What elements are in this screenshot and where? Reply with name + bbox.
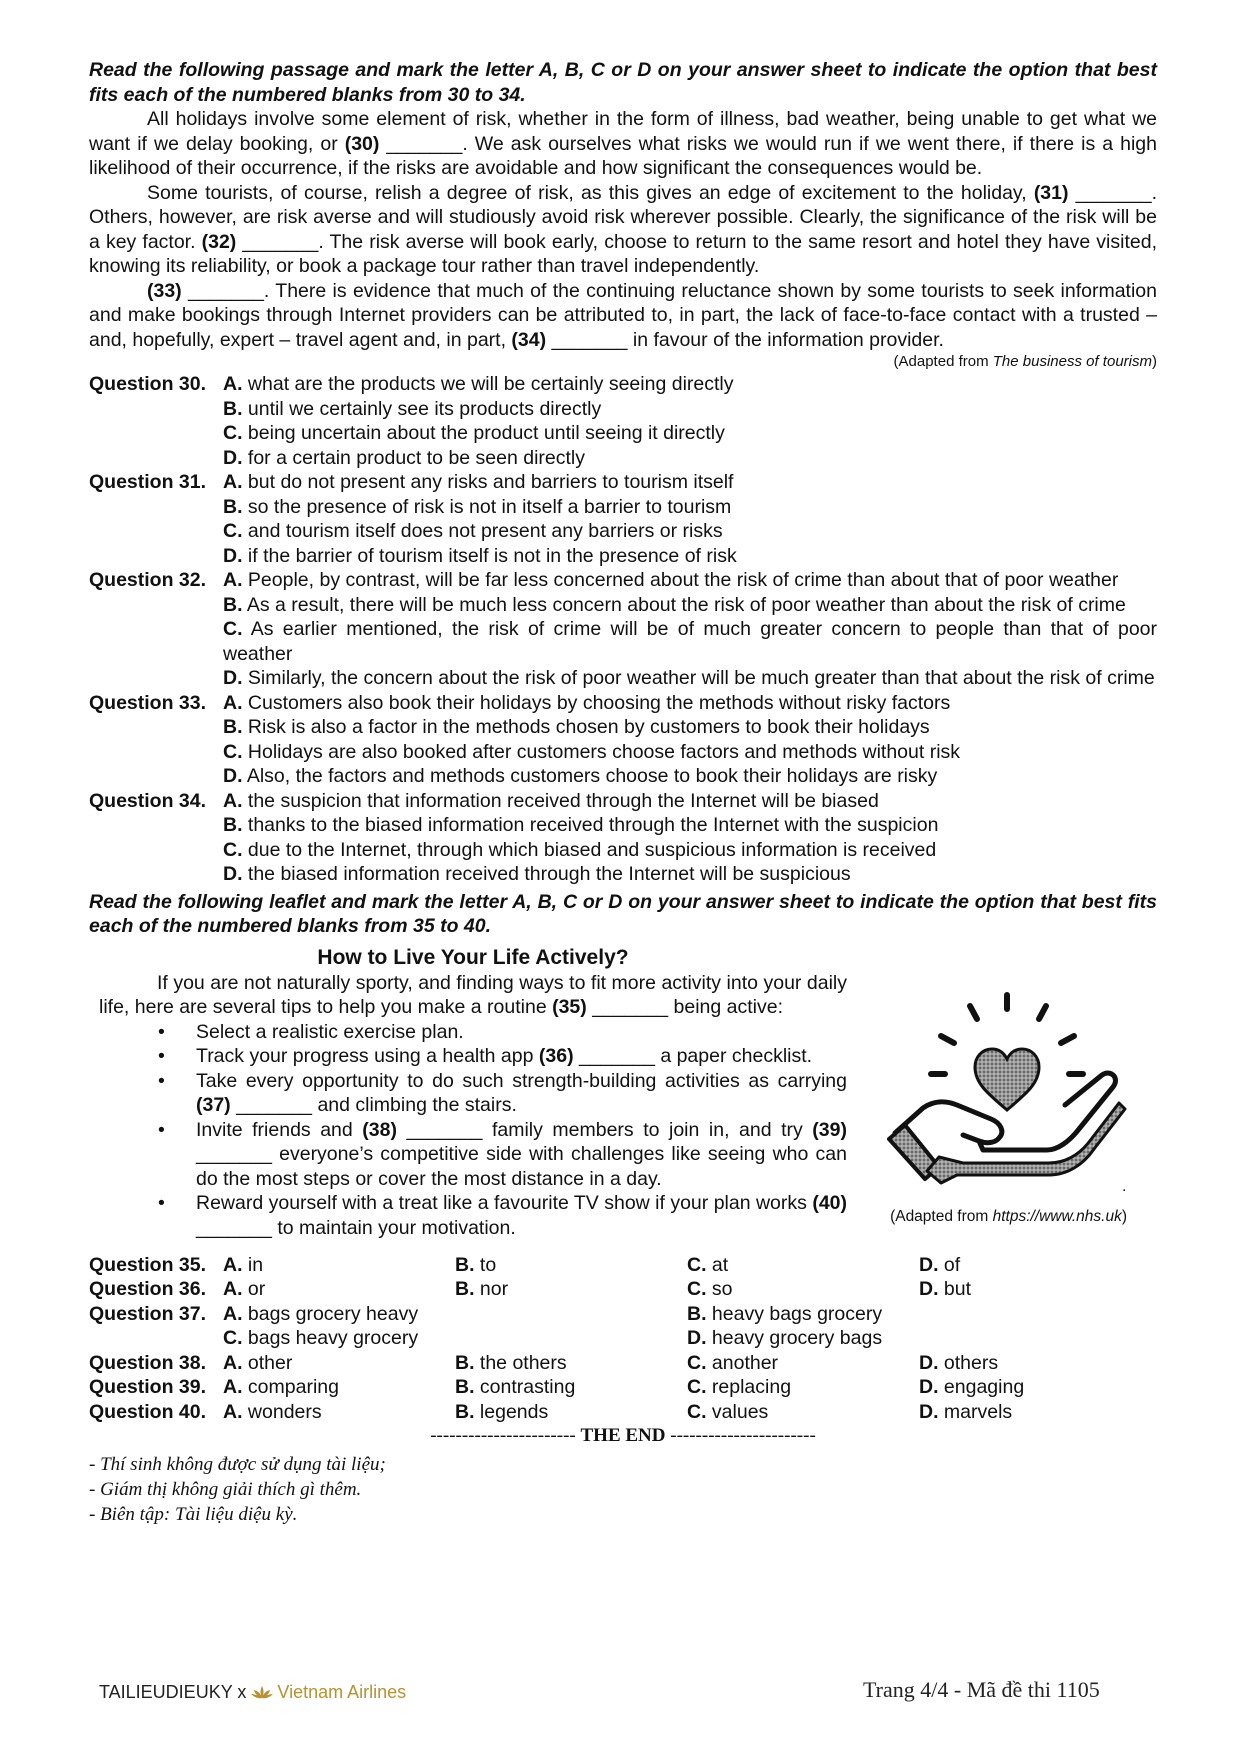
blank-number-38: (38) [362,1118,397,1141]
option-text: contrasting [474,1376,576,1398]
text-run: Take every opportunity to do such strength-building activities as carrying [196,1069,847,1092]
option-letter: C. [687,1351,707,1374]
option-letter: B. [455,1376,475,1398]
option-letter: D. [919,1400,939,1423]
question-label: Question 37. [89,1302,207,1325]
dashes-left: ----------------------- [430,1425,581,1446]
source-suffix: ) [1121,1207,1127,1225]
option-letter: C. [687,1253,707,1276]
text-run: _______ in favour of the information provider. [546,328,944,351]
option-text: As earlier mentioned, the risk of crime will be of much greater concern to people than that of poor weather [223,618,1157,665]
leaflet-source [879,1207,1127,1227]
option-letter: A. [223,1253,243,1276]
option-letter: A. [223,691,243,714]
leaflet-intro [99,971,847,1020]
option-letter: B. [455,1351,475,1374]
option-d[interactable] [919,1400,1157,1425]
option-text: the biased information received through the Internet will be suspicious [242,863,851,885]
option-letter: D. [223,544,243,567]
option-text: wonders [242,1400,322,1423]
option-letter: A. [223,1302,243,1325]
option-letter: A. [223,471,243,493]
option-text: People, by contrast, will be far less concerned about the risk of crime than about that of poor weather [242,569,1119,591]
option-text: bags heavy grocery [242,1327,419,1349]
question-label: Question 36. [89,1278,207,1300]
question-35 [89,1253,1157,1278]
lotus-logo-icon [251,1685,273,1699]
question-32 [89,568,1157,691]
question-label: Question 30. [89,373,207,395]
question-options [223,1253,1157,1278]
option-c[interactable] [223,617,1157,666]
question-options [223,691,1157,789]
option-letter: B. [223,495,243,518]
source-title: The business of tourism [992,353,1152,370]
the-end-divider [89,1424,1157,1448]
option-letter: D. [919,1278,939,1300]
page-content [89,58,1157,1527]
tip-item [99,1044,847,1069]
option-letter: B. [223,397,243,420]
option-letter: A. [223,1278,243,1300]
option-a[interactable] [223,470,1157,495]
option-c[interactable] [223,421,1157,446]
text-run: _______ and climbing the stairs. [230,1094,517,1116]
question-33 [89,691,1157,789]
option-b[interactable] [223,813,1157,838]
option-c[interactable] [223,1326,687,1351]
tip-item [99,1069,847,1118]
blank-number-34: (34) [511,328,547,351]
option-d[interactable] [919,1253,1157,1278]
option-letter: A. [223,789,243,812]
option-text: values [706,1400,769,1423]
option-b[interactable] [455,1400,687,1425]
option-c[interactable] [687,1400,919,1425]
option-text: but [938,1278,972,1300]
option-text: heavy grocery bags [706,1327,883,1349]
option-text: the others [474,1351,567,1374]
leaflet-dot: . [1122,1177,1127,1192]
option-c[interactable] [223,838,1157,863]
option-letter: C. [223,1327,243,1349]
heart-in-hand-icon [879,987,1129,1192]
option-a[interactable] [223,1375,455,1400]
blank-number-31: (31) [1033,181,1069,204]
option-d[interactable] [919,1375,1157,1400]
question-31 [89,470,1157,568]
option-letter: C. [687,1400,707,1423]
note-line: - Thí sinh không được sử dụng tài liệu; [89,1454,386,1475]
source-suffix: ) [1152,353,1157,370]
source-url: https://www.nhs.uk [992,1207,1122,1225]
option-text: As a result, there will be much less concern about the risk of poor weather than about the risk of crime [242,593,1126,616]
option-a[interactable] [223,1302,687,1327]
question-label: Question 31. [89,471,207,493]
option-text: Holidays are also booked after customers choose factors and methods without risk [242,740,961,763]
option-text: engaging [938,1376,1025,1398]
option-letter: C. [687,1278,707,1300]
text-run: _______. We ask ourselves what risks we would run if we went there, if there is a high likelihood of their occurrence, if the risks are avoidable and how significant the consequences would be. [89,132,1157,179]
option-text: replacing [706,1376,792,1398]
option-a[interactable] [223,1400,455,1425]
option-letter: A. [223,1351,243,1374]
text-run: _______ a paper checklist. [573,1045,813,1067]
option-letter: B. [455,1253,475,1276]
option-c[interactable] [687,1253,919,1278]
text-run: _______. The risk averse will book early, choose to return to the same resort and hotel they have visited, knowing its reliability, or book a package tour rather than travel independently. [89,230,1157,277]
option-text: other [242,1351,293,1374]
option-b[interactable] [223,593,1157,618]
passage-instruction: Read the following passage and mark the letter A, B, C or D on your answer sheet to indicate the option that best fits each of the numbered blanks from 30 to 34. [89,59,1157,106]
question-38 [89,1351,1157,1376]
option-text: what are the products we will be certainly seeing directly [242,373,734,395]
option-b[interactable] [455,1351,687,1376]
question-label: Question 34. [89,789,207,812]
option-c[interactable] [687,1277,919,1302]
option-letter: D. [919,1351,939,1374]
text-run: _______ everyone’s competitive side with challenges like seeing who can do the most steps or cover the most distance in a day. [196,1143,847,1190]
option-letter: D. [687,1327,707,1349]
option-c[interactable] [223,740,1157,765]
option-letter: B. [455,1278,475,1300]
option-text: Customers also book their holidays by choosing the methods without risky factors [242,691,951,714]
option-c[interactable] [687,1351,919,1376]
blank-number-30: (30) [344,132,380,155]
option-letter: B. [455,1400,475,1423]
option-a[interactable] [223,1277,455,1302]
brand-text: TAILIEUDIEUKY x [99,1682,252,1702]
option-a[interactable] [223,568,1157,593]
text-run: _______ to maintain your motivation. [196,1216,516,1239]
tip-item [99,1020,847,1045]
option-d[interactable] [223,446,1157,471]
option-text: being uncertain about the product until seeing it directly [242,422,725,444]
passage-paragraph-3 [89,279,1157,353]
question-options [223,789,1157,887]
option-b[interactable] [223,397,1157,422]
option-text: of [938,1253,961,1276]
text-run: Track your progress using a health app [196,1045,539,1067]
option-letter: C. [687,1376,707,1398]
option-text: until we certainly see its products directly [242,397,602,420]
question-39 [89,1375,1157,1400]
question-options [223,1400,1157,1425]
question-label: Question 40. [89,1400,207,1423]
source-prefix: (Adapted from [890,1207,993,1225]
question-label: Question 39. [89,1376,207,1398]
option-letter: A. [223,569,243,591]
question-34 [89,789,1157,887]
airline-text: Vietnam Airlines [277,1682,407,1702]
option-text: for a certain product to be seen directly [242,446,586,469]
question-label: Question 38. [89,1351,207,1374]
option-a[interactable] [223,1351,455,1376]
option-text: Also, the factors and methods customers choose to book their holidays are risky [242,765,938,787]
option-b[interactable] [455,1253,687,1278]
option-letter: B. [687,1302,707,1325]
passage-paragraph-2 [89,181,1157,279]
option-d[interactable] [223,666,1157,691]
text-run: _______. Others, however, are risk averse and will studiously avoid risk wherever possible. Clearly, the significance of the risk will be a key factor. [89,181,1157,253]
text-run: Select a realistic exercise plan. [196,1020,464,1043]
option-text: legends [474,1400,549,1423]
option-letter: B. [223,814,243,836]
option-text: heavy bags grocery [706,1302,883,1325]
option-b[interactable] [687,1302,1157,1327]
option-text: if the barrier of tourism itself is not in the presence of risk [242,544,737,567]
blank-number-35: (35) [552,996,587,1018]
passage-paragraph-1 [89,107,1157,181]
option-text: to [474,1253,497,1276]
page-number: Trang 4/4 - Mã đề thi 1105 [863,1677,1100,1702]
option-letter: A. [223,1376,243,1398]
option-b[interactable] [455,1375,687,1400]
option-text: or [242,1278,266,1300]
question-options [223,1375,1157,1400]
option-text: so the presence of risk is not in itself a barrier to tourism [242,495,732,518]
option-letter: D. [223,765,243,787]
option-a[interactable] [223,691,1157,716]
tip-item [99,1191,847,1240]
question-options [223,470,1157,568]
option-d[interactable] [223,862,1157,887]
option-b[interactable] [223,495,1157,520]
option-b[interactable] [455,1277,687,1302]
option-d[interactable] [687,1326,1157,1351]
option-text: marvels [938,1400,1013,1423]
option-text: in [242,1253,264,1276]
option-text: comparing [242,1376,339,1398]
option-c[interactable] [687,1375,919,1400]
option-letter: C. [223,422,243,444]
option-letter: D. [919,1253,939,1276]
question-options [223,1302,1157,1351]
text-run: Some tourists, of course, relish a degree of risk, as this gives an edge of excitement to the holiday, [147,181,1034,204]
option-text: another [706,1351,779,1374]
option-letter: D. [919,1376,939,1398]
leaflet-instruction: Read the following leaflet and mark the letter A, B, C or D on your answer sheet to indicate the option that best fits each of the numbered blanks from 35 to 40. [89,890,1157,937]
leaflet [89,945,1157,1253]
option-text: due to the Internet, through which biased and suspicious information is received [242,838,937,861]
option-letter: A. [223,1400,243,1423]
blank-number-32: (32) [201,230,237,253]
option-letter: C. [223,740,243,763]
passage-source [89,352,1157,372]
option-d[interactable] [919,1351,1157,1376]
text-run: If you are not naturally sporty, and finding ways to fit more activity into your daily life, here are several tips to help you make a routine [99,971,847,1018]
footer-brand [99,1681,406,1703]
option-text: at [706,1253,729,1276]
option-d[interactable] [223,764,1157,789]
text-run: _______. There is evidence that much of the continuing reluctance shown by some tourists to seek information and make bookings through Internet providers can be attributed to, in part, the lack of face-to-face contact with a trusted – and, hopefully, expert – travel agent and, in part, [89,279,1157,351]
option-letter: B. [223,593,243,616]
question-options [223,1277,1157,1302]
option-letter: C. [223,520,243,542]
option-c[interactable] [223,519,1157,544]
leaflet-text [99,945,847,1241]
option-letter: D. [223,446,243,469]
leaflet-title: How to Live Your Life Actively? [317,945,629,969]
option-b[interactable] [223,715,1157,740]
option-letter: B. [223,716,243,738]
text-run: _______ being active: [586,996,784,1018]
option-text: and tourism itself does not present any barriers or risks [242,520,723,542]
option-d[interactable] [919,1277,1157,1302]
text-run: _______ family members to join in, and try [396,1118,813,1141]
text-run: Reward yourself with a treat like a favourite TV show if your plan works [196,1192,813,1214]
option-text: others [938,1351,999,1374]
text-run: All holidays involve some element of risk, whether in the form of illness, bad weather, being unable to get what we want if we delay booking, or [89,108,1157,155]
option-text: Risk is also a factor in the methods chosen by customers to book their holidays [242,716,930,738]
the-end-label: THE END [580,1425,666,1446]
option-letter: C. [223,838,243,861]
tips-list [99,1020,847,1241]
note-line: - Biên tập: Tài liệu diệu kỳ. [89,1504,298,1525]
note-line: - Giám thị không giải thích gì thêm. [89,1479,362,1500]
option-text: the suspicion that information received through the Internet will be biased [242,789,879,812]
tip-item [99,1118,847,1192]
option-text: but do not present any risks and barriers to tourism itself [242,471,734,493]
question-30 [89,372,1157,470]
question-36 [89,1277,1157,1302]
blank-number-39: (39) [812,1118,847,1141]
question-options [223,568,1157,691]
option-letter: D. [223,863,243,885]
option-d[interactable] [223,544,1157,569]
option-text: Similarly, the concern about the risk of poor weather will be much greater than that about the risk of crime [242,667,1155,689]
question-37 [89,1302,1157,1351]
option-a[interactable] [223,1253,455,1278]
blank-number-36: (36) [538,1045,574,1067]
option-letter: A. [223,373,243,395]
source-prefix: (Adapted from [893,353,993,370]
option-text: thanks to the biased information received through the Internet with the suspicion [242,814,939,836]
text-run: Invite friends and [196,1118,363,1141]
question-options [223,372,1157,470]
blank-number-33: (33) [147,279,182,302]
option-a[interactable] [223,372,1157,397]
blank-number-37: (37) [196,1094,231,1116]
blank-number-40: (40) [812,1192,848,1214]
question-options [223,1351,1157,1376]
option-text: nor [474,1278,509,1300]
option-a[interactable] [223,789,1157,814]
option-text: bags grocery heavy [242,1302,419,1325]
option-letter: D. [223,667,243,689]
dashes-right: ----------------------- [665,1425,816,1446]
question-label: Question 33. [89,691,207,714]
question-label: Question 32. [89,569,207,591]
question-label: Question 35. [89,1253,207,1276]
option-text: so [706,1278,733,1300]
option-letter: C. [223,618,243,640]
question-40 [89,1400,1157,1425]
